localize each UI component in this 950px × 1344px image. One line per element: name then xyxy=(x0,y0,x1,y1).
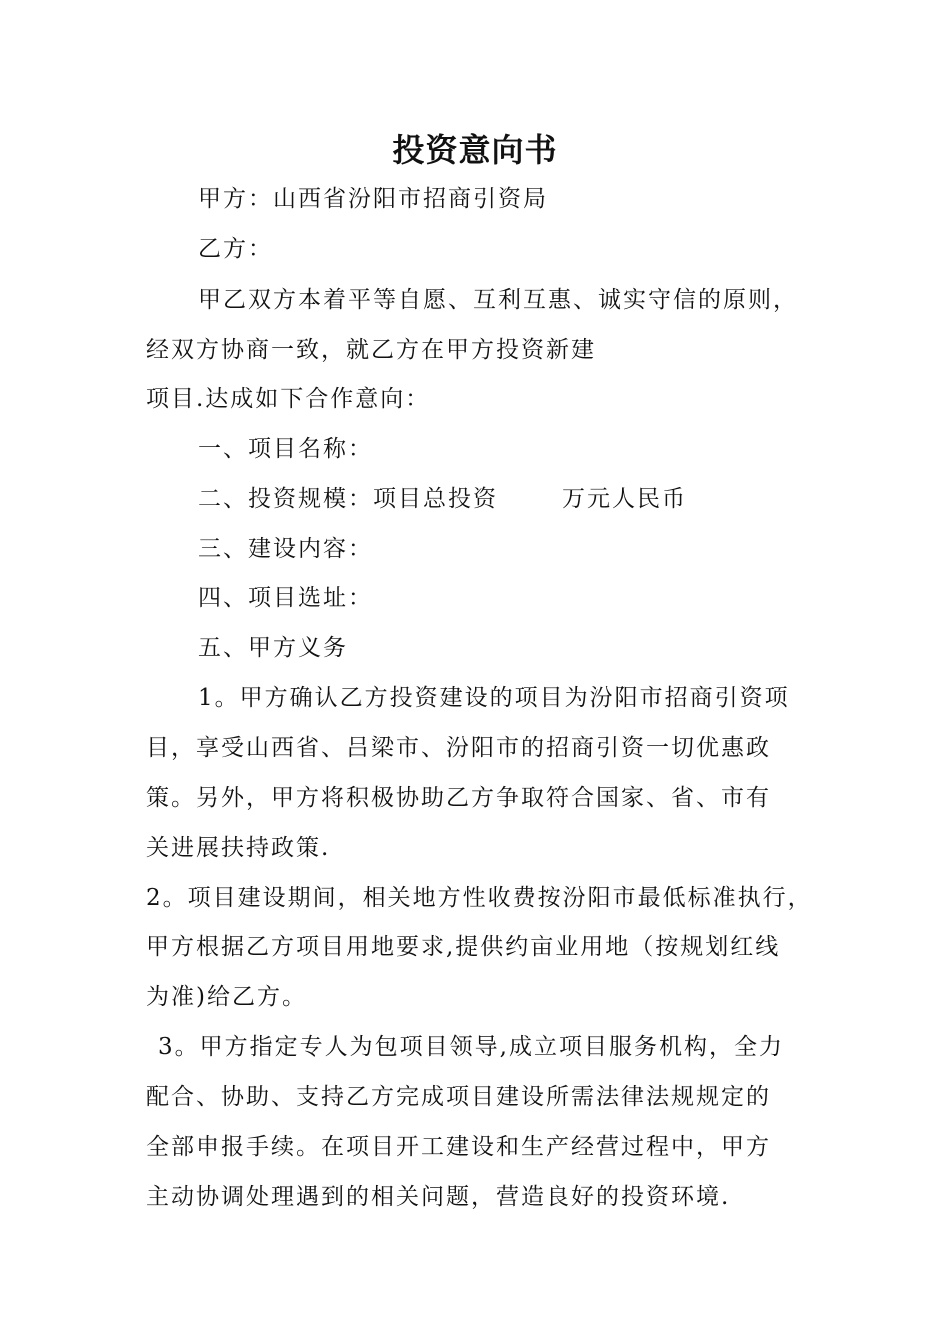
item-project-name: 一、项目名称： xyxy=(198,436,373,462)
clause-1-line-2: 目，享受山西省、吕梁市、汾阳市的招商引资一切优惠政 xyxy=(146,735,771,761)
item-investment-prefix: 二、投资规模：项目总投资 xyxy=(198,486,498,512)
clause-3-line-3: 全部申报手续。在项目开工建设和生产经营过程中，甲方 xyxy=(146,1134,771,1160)
party-b-line: 乙方： xyxy=(198,236,273,262)
item-construction-content: 三、建设内容： xyxy=(198,536,373,562)
clause-1-line-4: 关进展扶持政策. xyxy=(146,835,331,861)
clause-1-line-1: 1。甲方确认乙方投资建设的项目为汾阳市招商引资项 xyxy=(198,685,790,711)
intro-line-2: 经双方协商一致，就乙方在甲方投资新建 xyxy=(146,337,596,363)
item-investment-suffix: 万元人民币 xyxy=(562,486,687,512)
clause-3-line-1: 3。甲方指定专人为包项目领导,成立项目服务机构，全力 xyxy=(158,1034,784,1060)
clause-1-line-3: 策。另外，甲方将积极协助乙方争取符合国家、省、市有 xyxy=(146,785,771,811)
item-project-site: 四、项目选址： xyxy=(198,585,373,611)
clause-2-line-2: 甲方根据乙方项目用地要求,提供约亩业用地（按规划红线 xyxy=(146,934,781,960)
clause-3-line-4: 主动协调处理遇到的相关问题，营造良好的投资环境. xyxy=(146,1184,731,1210)
intro-line-1: 甲乙双方本着平等自愿、互利互惠、诚实守信的原则， xyxy=(198,287,798,313)
clause-3-line-2: 配合、协助、支持乙方完成项目建设所需法律法规规定的 xyxy=(146,1084,771,1110)
party-a-line: 甲方：山西省汾阳市招商引资局 xyxy=(198,186,548,212)
clause-2-line-3: 为准)给乙方。 xyxy=(146,984,307,1010)
clause-2-line-1: 2。项目建设期间，相关地方性收费按汾阳市最低标准执行， xyxy=(146,885,813,911)
item-party-a-obligations: 五、甲方义务 xyxy=(198,635,348,661)
document-title: 投资意向书 xyxy=(392,131,558,169)
intro-line-3: 项目.达成如下合作意向： xyxy=(146,386,431,412)
item-investment-scale xyxy=(198,483,687,515)
